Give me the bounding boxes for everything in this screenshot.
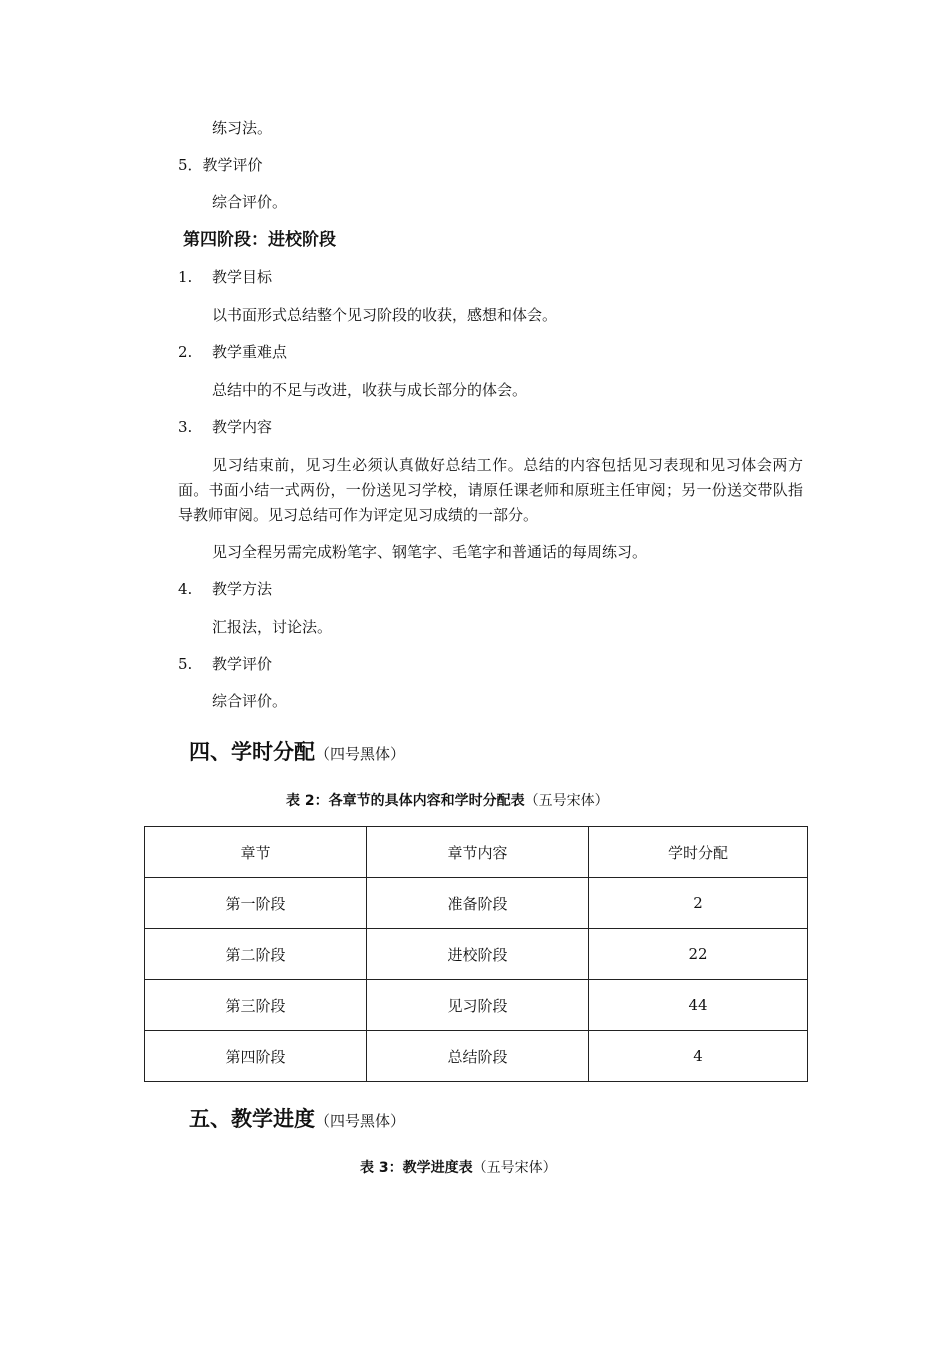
table-header-cell: 学时分配 (589, 827, 808, 878)
table-row (145, 1031, 808, 1082)
key-text: 总结中的不足与改进，收获与成长部分的体会。 (212, 381, 528, 399)
goal-text: 以书面形式总结整个见习阶段的收获，感想和体会。 (212, 306, 558, 324)
table-cell: 第二阶段 (145, 929, 367, 980)
item-label-eval: 教学评价 (212, 655, 273, 673)
table-header-cell: 章节内容 (367, 827, 589, 878)
table-cell: 准备阶段 (367, 878, 589, 929)
caption-note: （五号宋体） (472, 1160, 557, 1176)
caption-title: 表 3：教学进度表 (360, 1160, 473, 1176)
table-cell: 总结阶段 (367, 1031, 589, 1082)
table-cell: 第一阶段 (145, 878, 367, 929)
section-note: （四号黑体） (315, 745, 406, 763)
table-cell: 进校阶段 (367, 929, 589, 980)
section-heading (189, 738, 405, 768)
item-number: 3. (178, 418, 193, 436)
table-row (145, 929, 808, 980)
table-cell: 44 (589, 980, 808, 1031)
item-number: 2. (178, 343, 193, 361)
section-title: 五、教学进度 (189, 1107, 315, 1131)
table-cell: 22 (589, 929, 808, 980)
method-text: 汇报法，讨论法。 (212, 618, 333, 636)
hours-table (144, 826, 808, 1082)
table-caption (286, 791, 609, 811)
table-row (145, 980, 808, 1031)
table-cell: 第三阶段 (145, 980, 367, 1031)
caption-title: 表 2：各章节的具体内容和学时分配表 (286, 793, 525, 809)
table-cell: 第四阶段 (145, 1031, 367, 1082)
table-header-cell: 章节 (145, 827, 367, 878)
item-number: 1. (178, 268, 193, 286)
item-label-goal: 教学目标 (212, 268, 273, 286)
eval-text: 综合评价。 (212, 692, 288, 710)
caption-note: （五号宋体） (524, 793, 609, 809)
eval-value: 综合评价。 (212, 193, 288, 211)
section-title: 四、学时分配 (189, 740, 315, 764)
method-value: 练习法。 (212, 119, 273, 137)
section-heading (189, 1105, 405, 1135)
eval-heading: 5．教学评价 (178, 156, 263, 174)
item-number: 4. (178, 580, 193, 598)
item-label-method: 教学方法 (212, 580, 273, 598)
content-paragraph-2: 见习全程另需完成粉笔字、钢笔字、毛笔字和普通话的每周练习。 (212, 543, 648, 561)
table-header-row (145, 827, 808, 878)
table-cell: 见习阶段 (367, 980, 589, 1031)
table-row (145, 878, 808, 929)
table-cell: 4 (589, 1031, 808, 1082)
content-paragraph: 见习结束前，见习生必须认真做好总结工作。总结的内容包括见习表现和见习体会两方面。书面小结一式两份，一份送见习学校，请原任课老师和原班主任审阅；另一份送交带队指导教师审阅。见习总结可作为评定见习成绩的一部分。 (178, 456, 803, 524)
table-caption (360, 1158, 557, 1178)
table-cell: 2 (589, 878, 808, 929)
stage4-title: 第四阶段：进校阶段 (183, 230, 336, 250)
item-label-key: 教学重难点 (212, 343, 288, 361)
item-label-content: 教学内容 (212, 418, 273, 436)
section-note: （四号黑体） (315, 1112, 406, 1130)
item-number: 5. (178, 655, 193, 673)
